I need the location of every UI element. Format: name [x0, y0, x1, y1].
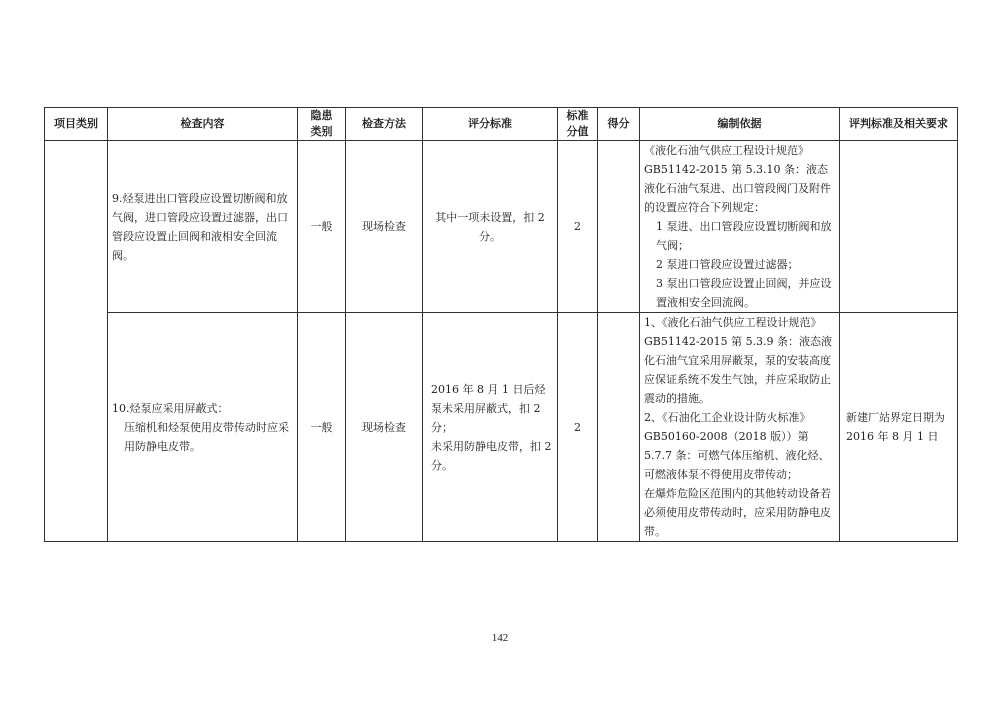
basis-line: 在爆炸危险区范围内的其他转动设备若必须使用皮带传动时，应采用防静电皮带。 [644, 487, 831, 538]
header-hazard-type-line1: 隐患 [310, 109, 333, 122]
criteria-text: 未采用防静电皮带，扣 2 分。 [431, 439, 552, 472]
header-hazard-type-line2: 类别 [310, 125, 333, 138]
header-row [45, 108, 958, 141]
hazard-type-cell: 一般 [298, 313, 346, 542]
table-row [45, 141, 958, 313]
criteria-cell [423, 141, 558, 313]
header-criteria: 评分标准 [423, 108, 558, 141]
method-cell: 现场检查 [346, 141, 423, 313]
basis-cell [640, 141, 840, 313]
header-basis: 编制依据 [640, 108, 840, 141]
content-text: 9.烃泵进出口管段应设置切断阀和放气阀，进口管段应设置过滤器，出口管段应设置止回阀和液相安全回流阀。 [112, 191, 288, 262]
basis-cell [640, 313, 840, 542]
requirements-cell: 新建厂站界定日期为 2016 年 8 月 1 日 [840, 313, 958, 542]
header-requirements: 评判标准及相关要求 [840, 108, 958, 141]
score-cell [598, 313, 640, 542]
score-cell [598, 141, 640, 313]
inspection-table [44, 107, 958, 542]
page-number: 142 [491, 632, 509, 644]
header-method: 检查方法 [346, 108, 423, 141]
category-cell [45, 141, 108, 542]
basis-line: 2 泵进口管段应设置过滤器； [656, 258, 799, 271]
content-title: 10.烃泵应采用屏蔽式： [112, 401, 229, 415]
hazard-type-cell: 一般 [298, 141, 346, 313]
header-hazard-type [298, 108, 346, 141]
content-cell [108, 141, 298, 313]
content-text: 压缩机和烃泵使用皮带传动时应采用防静电皮带。 [124, 420, 289, 453]
criteria-text: 2016 年 8 月 1 日后烃泵未采用屏蔽式，扣 2 分； [431, 382, 546, 434]
basis-line: 1、《液化石油气供应工程设计规范》GB51142-2015 第 5.3.9 条：液态液化石油气宜采用屏蔽泵，泵的安装高度应保证系统不发生气蚀，并应采取防止震动的措施。 [644, 316, 833, 405]
header-category: 项目类别 [45, 108, 108, 141]
criteria-text: 其中一项未设置，扣 2 分。 [435, 210, 545, 243]
basis-line: 2、《石油化工企业设计防火标准》GB50160-2008（2018 版））第 5.7.7 条：可燃气体压缩机、液化烃、可燃液体泵不得使用皮带传动； [644, 411, 830, 481]
basis-line: 《液化石油气供应工程设计规范》GB51142-2015 第 5.3.10 条：液态液化石油气泵进、出口管段阀门及附件的设置应符合下列规定： [644, 144, 831, 214]
header-score: 得分 [598, 108, 640, 141]
header-std-score-line2: 分值 [566, 125, 589, 138]
table-row [45, 313, 958, 542]
header-std-score [558, 108, 598, 141]
header-content: 检查内容 [108, 108, 298, 141]
method-cell: 现场检查 [346, 313, 423, 542]
std-score-cell: 2 [558, 141, 598, 313]
basis-line: 1 泵进、出口管段应设置切断阀和放气阀； [656, 220, 832, 252]
criteria-cell [423, 313, 558, 542]
std-score-cell: 2 [558, 313, 598, 542]
basis-line: 3 泵出口管段应设置止回阀，并应设置液相安全回流阀。 [656, 277, 832, 309]
content-cell [108, 313, 298, 542]
header-std-score-line1: 标准 [566, 109, 589, 122]
requirements-cell [840, 141, 958, 313]
